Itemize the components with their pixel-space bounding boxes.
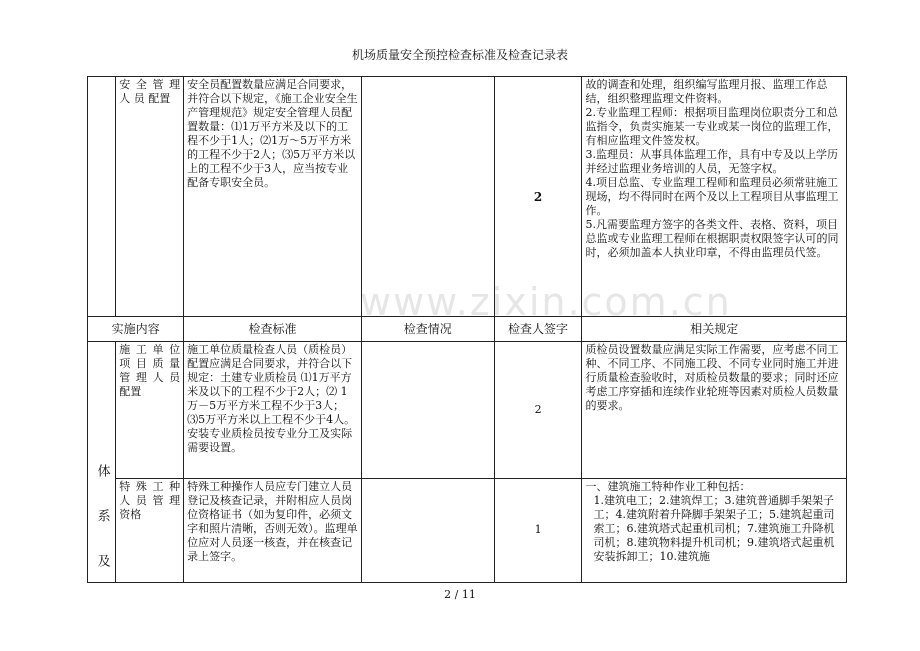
regulation-cell <box>582 77 847 317</box>
regulation-text: 2.专业监理工程师：根据项目监理岗位职责分工和总监指令，负责实施某一专业或某一岗位的监理工作，有相应监理文件签发权。 <box>585 106 839 147</box>
status-cell <box>361 342 494 479</box>
status-cell <box>361 77 494 317</box>
category-cell: 施 工 单 位 项 目 质 量 管 理 人 员 配置 <box>116 342 184 479</box>
header-status: 检查情况 <box>361 317 494 342</box>
category-cell: 安 全 管 理 人 员 配置 <box>116 77 184 317</box>
regulation-title: 一、建筑施工特种作业工种包括： <box>585 479 751 493</box>
section-label: 体 系 及 <box>88 342 116 583</box>
column-header-row <box>88 317 847 342</box>
table-row <box>88 77 847 317</box>
standard-cell: 施工单位质量检查人员（质检员）配置应满足合同要求，并符合以下规定：土建专业质检员 ⑴1万平方米及以下的工程不少于2人；⑵ 1万－5万平方米工程不少于3人；⑶5万平方米以上工程不少于4人。安装专业质检员按专业分工及实际需要设置。 <box>184 342 362 479</box>
regulation-text: 4.项目总监、专业监理工程师和监理员必须常驻施工现场，均不得同时在两个及以上工程项目从事监理工作。 <box>585 176 839 217</box>
header-content: 实施内容 <box>88 317 184 342</box>
section-cell-top <box>88 77 116 317</box>
table-row <box>88 478 847 583</box>
score-cell: 1 <box>494 478 582 583</box>
regulation-text: 1.建筑电工；2.建筑焊工；3.建筑普通脚手架架子工；4.建筑附着升降脚手架架子工；5.建筑起重司索工；6.建筑塔式起重机司机；7.建筑施工升降机司机；8.建筑物料提升机司机；9.建筑塔式起重机安装拆卸工；10.建筑施 <box>593 493 835 563</box>
table-row <box>88 342 847 479</box>
page-number: 2 / 11 <box>444 588 476 601</box>
standard-cell: 安全员配置数量应满足合同要求，并符合以下规定，《施工企业安全生产管理规范》规定安全管理人员配置数量：⑴1万平方米及以下的工程不少于1人；⑵1万～5万平方米的工程不少于2人；⑶5万平方米以上的工程不少于3人，应当按专业配备专职安全员。 <box>184 77 362 317</box>
page-header-title: 机场质量安全预控检查标准及检查记录表 <box>351 48 568 62</box>
score-cell: 2 <box>494 77 582 317</box>
regulation-cell: 质检员设置数量应满足实际工作需要，应考虑不同工种、不同工序、不同施工段、不同专业同时施工并进行质量检查验收时，对质检员数量的要求；同时还应考虑工序穿插和连续作业轮班等因素对质检人员数量的要求。 <box>582 342 847 479</box>
watermark: www.zixin.com.cn <box>360 280 732 324</box>
category-cell: 特 殊 工 种 人 员 管 理 资格 <box>116 478 184 583</box>
header-rules: 相关规定 <box>582 317 847 342</box>
inspection-table <box>87 76 847 583</box>
regulation-cell <box>582 478 847 583</box>
status-cell <box>361 478 494 583</box>
regulation-text: 5.凡需要监理方签字的各类文件、表格、资料，项目总监或专业监理工程师在根据职责权限签字认可的同时，必须加盖本人执业印章，不得由监理员代签。 <box>585 218 839 259</box>
regulation-text: 3.监理员：从事具体监理工作，具有中专及以上学历并经过监理业务培训的人员，无签字权。 <box>585 148 838 175</box>
regulation-text: 故的调查和处理，组织编写监理月报、监理工作总结，组织整理监理文件资料。 <box>585 78 828 105</box>
header-sign: 检查人签字 <box>494 317 582 342</box>
standard-cell: 特殊工种操作人员应专门建立人员登记及核查记录，并附相应人员岗位资格证书（如为复印件，必须文字和照片清晰，否则无效）。监理单位应对人员逐一核查，并在核查记录上签字。 <box>184 478 362 583</box>
header-standard: 检查标准 <box>184 317 362 342</box>
score-cell: 2 <box>494 342 582 479</box>
